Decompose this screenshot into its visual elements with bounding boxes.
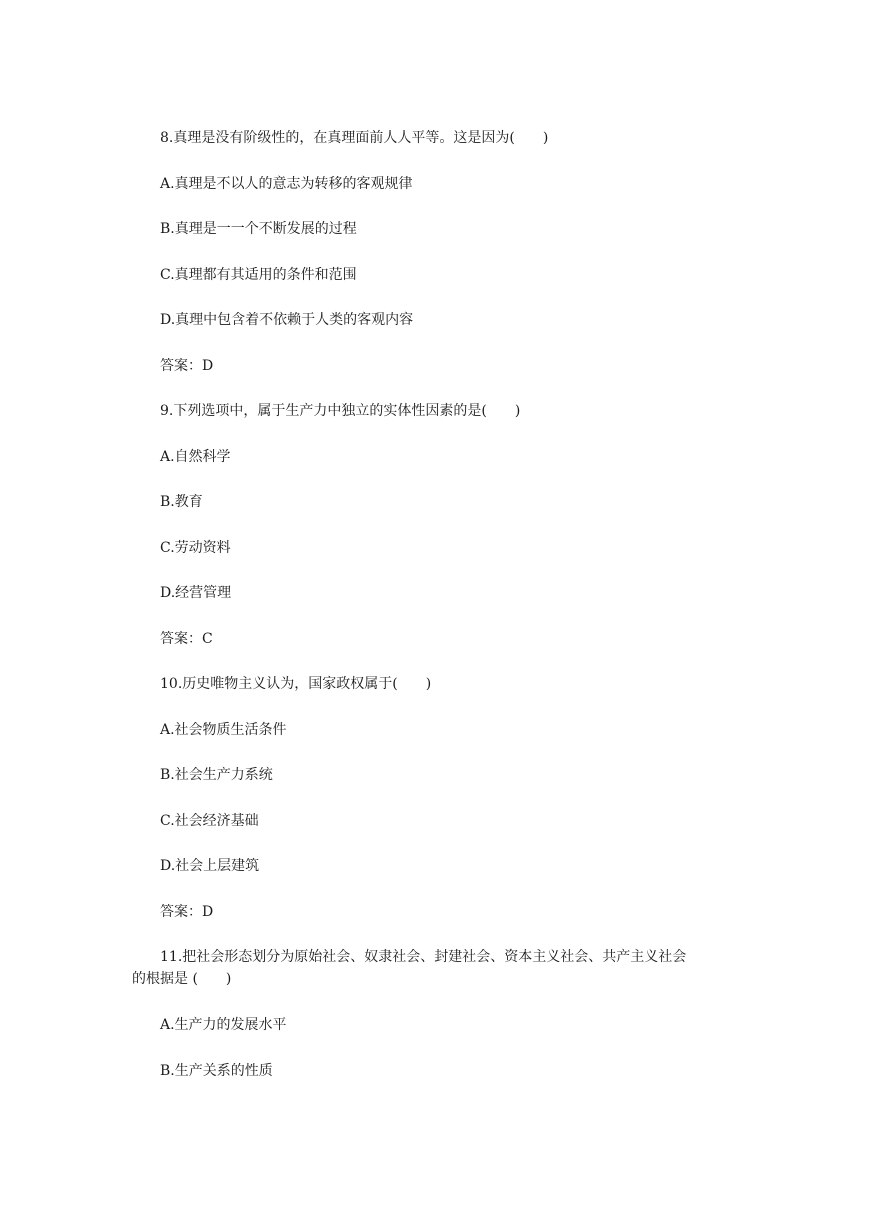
question-9-option-d: D.经营管理 xyxy=(160,585,232,601)
question-9-stem: 9.下列选项中，属于生产力中独立的实体性因素的是( ) xyxy=(160,403,521,419)
question-9-option-b: B.教育 xyxy=(160,494,203,510)
question-9-option-c: C.劳动资料 xyxy=(160,540,231,556)
question-9-answer: 答案：C xyxy=(160,631,213,647)
question-10-option-a: A.社会物质生活条件 xyxy=(160,722,287,738)
question-11-option-a: A.生产力的发展水平 xyxy=(160,1017,287,1033)
question-9-option-a: A.自然科学 xyxy=(160,449,231,465)
question-11-stem xyxy=(132,946,747,990)
question-10-option-d: D.社会上层建筑 xyxy=(160,858,260,874)
question-10-answer: 答案：D xyxy=(160,904,214,920)
question-8-answer: 答案：D xyxy=(160,358,214,374)
question-8-option-a: A.真理是不以人的意志为转移的客观规律 xyxy=(160,176,413,192)
question-11-stem-line-2: 的根据是 ( ) xyxy=(132,971,232,987)
question-8-stem: 8.真理是没有阶级性的，在真理面前人人平等。这是因为( ) xyxy=(160,130,549,146)
question-8-option-d: D.真理中包含着不依赖于人类的客观内容 xyxy=(160,312,414,328)
question-8-option-c: C.真理都有其适用的条件和范围 xyxy=(160,267,357,283)
question-10-option-b: B.社会生产力系统 xyxy=(160,767,273,783)
question-10-option-c: C.社会经济基础 xyxy=(160,813,259,829)
question-11-option-b: B.生产关系的性质 xyxy=(160,1063,273,1079)
question-11-stem-line-1: 11.把社会形态划分为原始社会、奴隶社会、封建社会、资本主义社会、共产主义社会 xyxy=(160,949,687,965)
question-10-stem: 10.历史唯物主义认为，国家政权属于( ) xyxy=(160,676,432,692)
question-8-option-b: B.真理是一一个不断发展的过程 xyxy=(160,221,357,237)
